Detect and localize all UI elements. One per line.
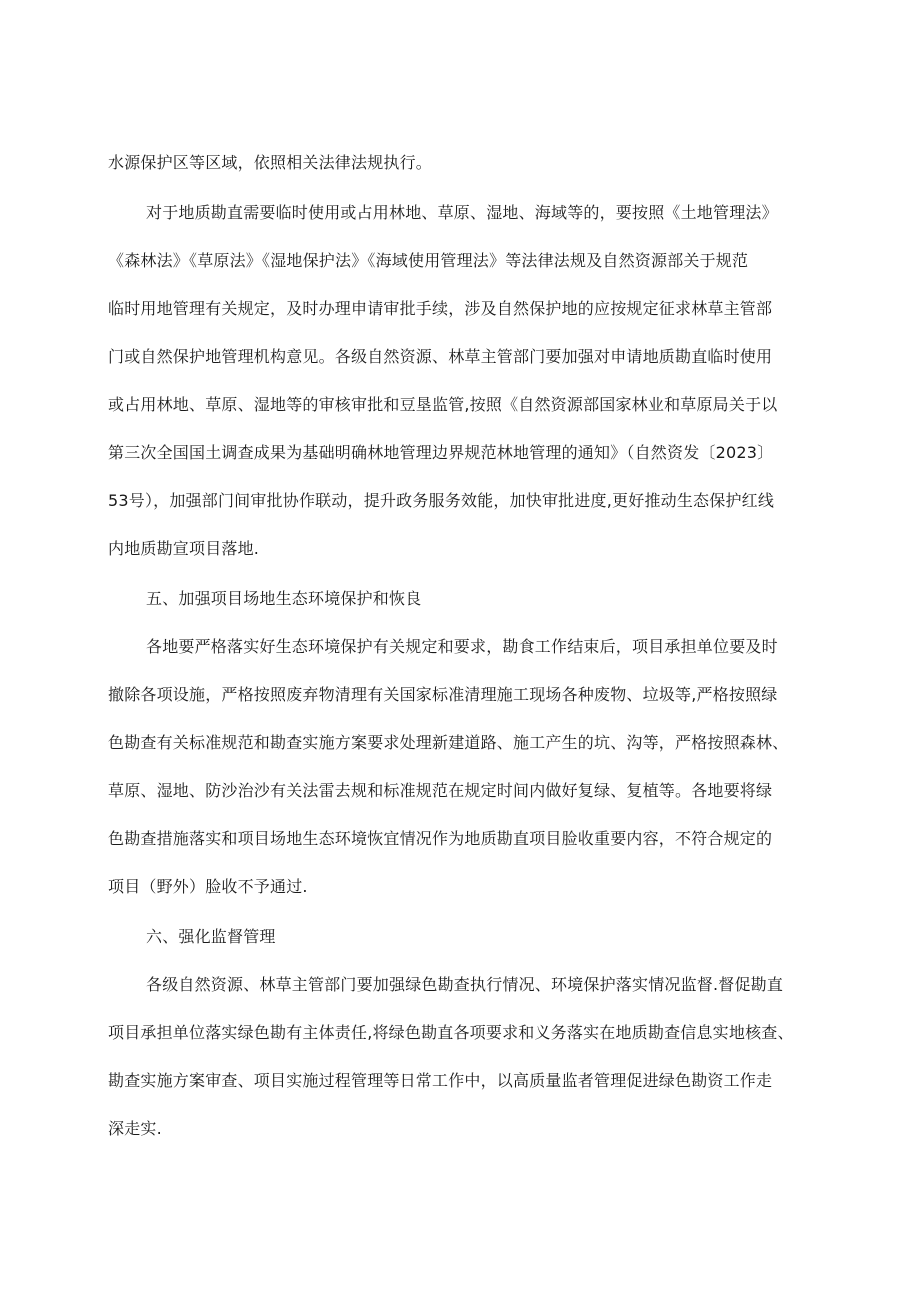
paragraph-line-13: 草原、湿地、防沙治沙有关法雷去规和标准规范在规定时间内做好复绿、复植等。各地要将绿 bbox=[108, 781, 773, 800]
paragraph-line-2: 对于地质勘直需要临时使用或占用林地、草原、湿地、海域等的，要按照《土地管理法》 bbox=[146, 203, 778, 222]
paragraph-line-6: 或占用林地、草原、湿地等的审核审批和豆垦监管,按照《自然资源部国家林业和草原局关于以 bbox=[108, 395, 778, 414]
paragraph-line-17: 项目承担单位落实绿色勘有主体责任,将绿色勘直各项要求和义务落实在地质勘查信息实地核查、 bbox=[108, 1023, 794, 1042]
paragraph-line-9: 内地质勘宣项目落地. bbox=[108, 539, 260, 558]
paragraph-line-4: 临时用地管理有关规定，及时办理申请审批手续，涉及自然保护地的应按规定征求林草主管部 bbox=[108, 299, 773, 318]
paragraph-line-12: 色勘查有关标准规范和勘查实施方案要求处理新建道路、施工产生的坑、沟等，严格按照森林、 bbox=[108, 733, 789, 752]
section-heading-5: 五、加强项目场地生态环境保护和恢良 bbox=[146, 589, 422, 608]
paragraph-line-8: 53号），加强部门间审批协作联动，提升政务服务效能，加快审批进度,更好推动生态保护红线 bbox=[108, 491, 775, 510]
paragraph-line-10: 各地要严格落实好生态环境保护有关规定和要求，勘食工作结束后，项目承担单位要及时 bbox=[146, 637, 778, 656]
paragraph-line-15: 项目（野外）脸收不予通过. bbox=[108, 877, 308, 896]
paragraph-line-11: 撤除各项设施，严格按照废弃物清理有关国家标准清理施工现场各种废物、垃圾等,严格按照绿 bbox=[108, 685, 778, 704]
paragraph-line-19: 深走实. bbox=[108, 1119, 162, 1138]
paragraph-line-14: 色勘查措施落实和项目场地生态环境恢宜情况作为地质勘直项目脸收重要内容，不符合规定的 bbox=[108, 829, 773, 848]
paragraph-line-1: 水源保护区等区域，依照相关法律法规执行。 bbox=[108, 153, 433, 172]
paragraph-line-7: 第三次全国国土调查成果为基础明确林地管理边界规范林地管理的通知》（自然资发〔2023〕 bbox=[108, 443, 774, 462]
paragraph-line-16: 各级自然资源、林草主管部门要加强绿色勘查执行情况、环境保护落实情况监督.督促勘直 bbox=[146, 975, 784, 994]
paragraph-line-5: 门或自然保护地管理机构意见。各级自然资源、林草主管部门要加强对申请地质勘直临时使用 bbox=[108, 347, 773, 366]
paragraph-line-3: 《森林法》《草原法》《湿地保护法》《海域使用管理法》等法律法规及自然资源部关于规范 bbox=[108, 251, 749, 270]
paragraph-line-18: 勘查实施方案审查、项目实施过程管理等日常工作中，以高质量监者管理促进绿色勘资工作走 bbox=[108, 1071, 773, 1090]
section-heading-6: 六、强化监督管理 bbox=[146, 927, 276, 946]
